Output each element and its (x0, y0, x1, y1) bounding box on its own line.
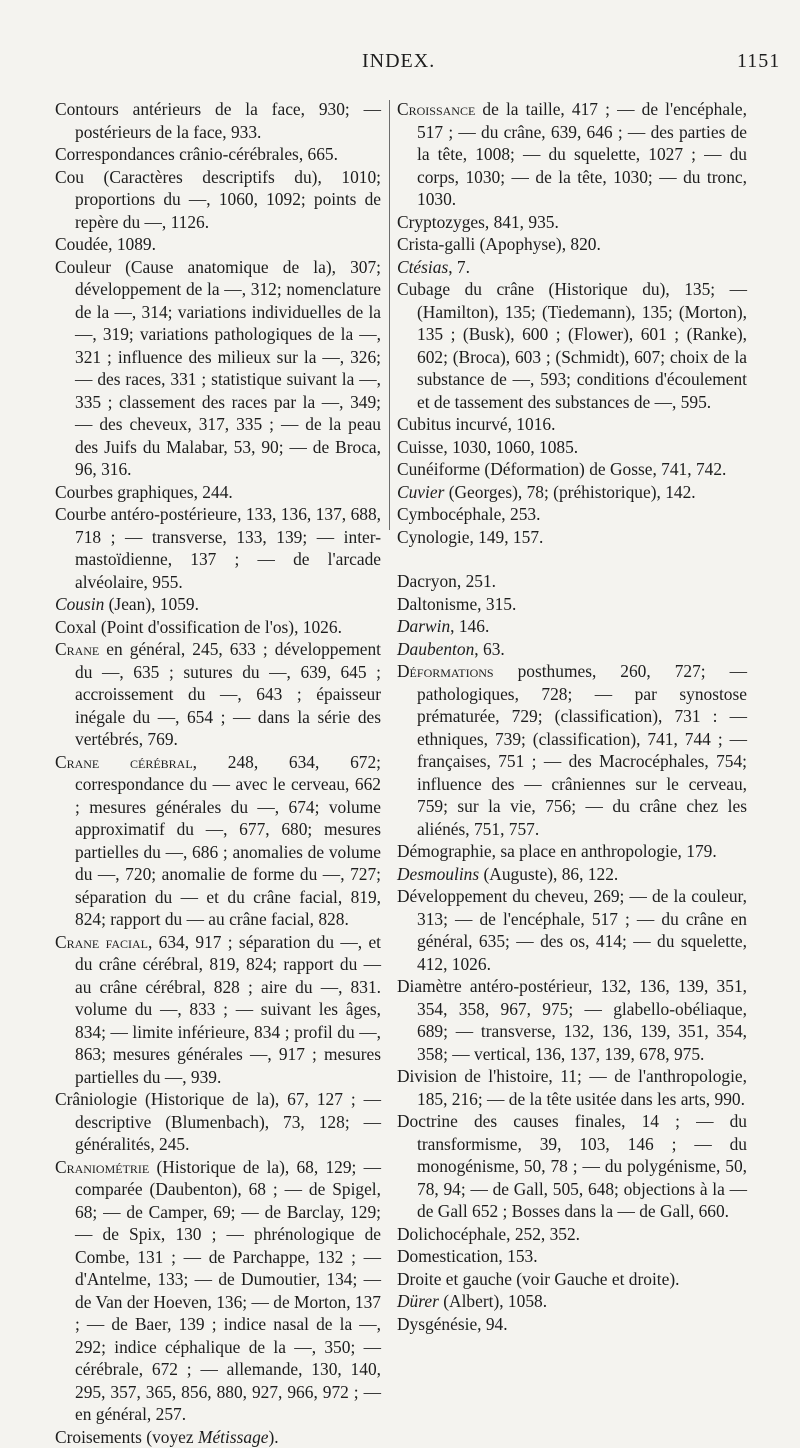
index-entry: Crane facial, 634, 917 ; séparation du —, et du crâne cérébral, 819, 824; rapport du — au crâne cérébral, 828 ; aire du —, 831. volume du —, 833 ; — suivant les âges, 834; — limite inférieure, 834 ; profil du —, 863; mesures générales —, 917 ; mesures partielles du —, 939. (55, 931, 381, 1089)
index-entry: Dolichocéphale, 252, 352. (397, 1223, 747, 1246)
page-number: 1151 (737, 50, 780, 73)
index-entry: Cymbocéphale, 253. (397, 503, 747, 526)
index-entry: Darwin, 146. (397, 615, 747, 638)
column-divider (389, 100, 390, 530)
index-entry: Domestication, 153. (397, 1245, 747, 1268)
entry-heading: Déformations (397, 661, 494, 681)
entry-name: Darwin (397, 616, 450, 636)
index-entry: Dürer (Albert), 1058. (397, 1290, 747, 1313)
index-entry: Crane en général, 245, 633 ; développement du —, 635 ; sutures du —, 639, 645 ; accroissement du —, 643 ; épaisseur inégale du —, 654 ; — dans la série des vertébrés, 769. (55, 638, 381, 751)
index-entry: Coxal (Point d'ossification de l'os), 1026. (55, 616, 381, 639)
entry-name: Ctésias (397, 257, 448, 277)
entry-name: Daubenton (397, 639, 474, 659)
index-entry: Desmoulins (Auguste), 86, 122. (397, 863, 747, 886)
index-entry: Cryptozyges, 841, 935. (397, 211, 747, 234)
entry-name: Cousin (55, 594, 104, 614)
index-entry: Cuvier (Georges), 78; (préhistorique), 142. (397, 481, 747, 504)
index-entry: Droite et gauche (voir Gauche et droite). (397, 1268, 747, 1291)
cross-reference: Métissage (198, 1427, 269, 1447)
index-entry: Daltonisme, 315. (397, 593, 747, 616)
index-entry: Cubitus incurvé, 1016. (397, 413, 747, 436)
entry-heading: Craniométrie (55, 1157, 149, 1177)
index-entry: Crane cérébral, 248, 634, 672; correspondance du — avec le cerveau, 662 ; mesures générales du —, 674; volume approximatif du —, 677, 680; mesures partielles du —, 686 ; anomalies de volume du —, 720; anomalie de forme du —, 727; séparation du — et du crâne facial, 819, 824; rapport du — au crâne facial, 828. (55, 751, 381, 931)
index-entry: Cubage du crâne (Historique du), 135; — (Hamilton), 135; (Tiedemann), 135; (Morton), 135 ; (Busk), 600 ; (Flower), 601 ; (Ranke), 602; (Broca), 603 ; (Schmidt), 607; choix de la substance de —, 593; conditions d'écoulement et de tassement des substances de —, 595. (397, 278, 747, 413)
index-entry: Croisements (voyez Métissage). (55, 1426, 381, 1448)
left-column (55, 98, 381, 1448)
page-title: INDEX. (362, 50, 435, 73)
index-entry: Développement du cheveu, 269; — de la couleur, 313; — de l'encéphale, 517 ; — du crâne en général, 635; — des os, 414; — du squelette, 412, 1026. (397, 885, 747, 975)
entry-name: Desmoulins (397, 864, 479, 884)
index-entry: Division de l'histoire, 11; — de l'anthropologie, 185, 216; — de la tête usitée dans les arts, 990. (397, 1065, 747, 1110)
index-entry: Craniométrie (Historique de la), 68, 129; — comparée (Daubenton), 68 ; — de Spigel, 68; — de Camper, 69; — de Barclay, 129; — de Spix, 130 ; — phrénologique de Combe, 131 ; — de Parchappe, 132 ; — d'Antelme, 133; — de Dumoutier, 134; — de Van der Hoeven, 136; — de Morton, 137 ; — de Baer, 139 ; indice nasal de la —, 292; indice céphalique de la —, 350; — cérébrale, 672 ; — allemande, 130, 140, 295, 357, 365, 856, 880, 927, 966, 972 ; — en général, 257. (55, 1156, 381, 1426)
index-entry: Déformations posthumes, 260, 727; — pathologiques, 728; — par synostose prématurée, 729; (classification), 731 : — ethniques, 739; (classification), 741, 744 ; — françaises, 751 ; — des Macrocéphales, 754; influence des — crâniennes sur le cerveau, 759; sur la vie, 756; — du crâne chez les aliénés, 751, 757. (397, 660, 747, 840)
index-entry: Courbes graphiques, 244. (55, 481, 381, 504)
index-entry: Cou (Caractères descriptifs du), 1010; proportions du —, 1060, 1092; points de repère du —, 1126. (55, 166, 381, 234)
index-entry: Correspondances crânio-cérébrales, 665. (55, 143, 381, 166)
index-entry: Couleur (Cause anatomique de la), 307; développement de la —, 312; nomenclature de la —, 314; variations individuelles de la —, 319; variations pathologiques de la —, 321 ; influence des milieux sur la —, 326; — des races, 331 ; statistique suivant la —, 335 ; classement des races par la —, 349; — des cheveux, 317, 335 ; — de la peau des Juifs du Malabar, 53, 90; — de Broca, 96, 316. (55, 256, 381, 481)
index-entry: Coudée, 1089. (55, 233, 381, 256)
index-entry: Diamètre antéro-postérieur, 132, 136, 139, 351, 354, 358, 967, 975; — glabello-obéliaque, 689; — transverse, 132, 136, 139, 351, 354, 358; — vertical, 136, 137, 139, 678, 975. (397, 975, 747, 1065)
index-entry: Dacryon, 251. (397, 570, 747, 593)
index-entry: Cuisse, 1030, 1060, 1085. (397, 436, 747, 459)
entry-heading: Crane facial (55, 932, 148, 952)
index-entry: Daubenton, 63. (397, 638, 747, 661)
entry-name: Dürer (397, 1291, 439, 1311)
entry-heading: Crane (55, 639, 99, 659)
index-entry: Courbe antéro-postérieure, 133, 136, 137, 688, 718 ; — transverse, 133, 139; — inter-mastoïdienne, 137 ; — de l'arcade alvéolaire, 955. (55, 503, 381, 593)
index-entry: Cousin (Jean), 1059. (55, 593, 381, 616)
index-entry: Croissance de la taille, 417 ; — de l'encéphale, 517 ; — du crâne, 639, 646 ; — des parties de la tête, 1008; — du squelette, 1027 ; — du corps, 1030; — de la tête, 1030; — du tronc, 1030. (397, 98, 747, 211)
index-entry: Cynologie, 149, 157. (397, 526, 747, 549)
entry-heading: Croissance (397, 99, 475, 119)
index-entry: Démographie, sa place en anthropologie, 179. (397, 840, 747, 863)
index-entry: Dysgénésie, 94. (397, 1313, 747, 1336)
index-entry: Crâniologie (Historique de la), 67, 127 ; — descriptive (Blumenbach), 73, 128; — généralités, 245. (55, 1088, 381, 1156)
index-entry: Ctésias, 7. (397, 256, 747, 279)
index-entry: Crista-galli (Apophyse), 820. (397, 233, 747, 256)
index-entry: Contours antérieurs de la face, 930; — postérieurs de la face, 933. (55, 98, 381, 143)
index-entry: Cunéiforme (Déformation) de Gosse, 741, 742. (397, 458, 747, 481)
entry-heading: Crane cérébral (55, 752, 193, 772)
section-gap (397, 548, 747, 570)
index-entry: Doctrine des causes finales, 14 ; — du transformisme, 39, 103, 146 ; — du monogénisme, 50, 78 ; — du polygénisme, 50, 78, 94; — de Gall, 505, 648; objections à la — de Gall 652 ; Bosses dans la — de Gall, 660. (397, 1110, 747, 1223)
right-column (397, 98, 747, 1335)
entry-name: Cuvier (397, 482, 444, 502)
